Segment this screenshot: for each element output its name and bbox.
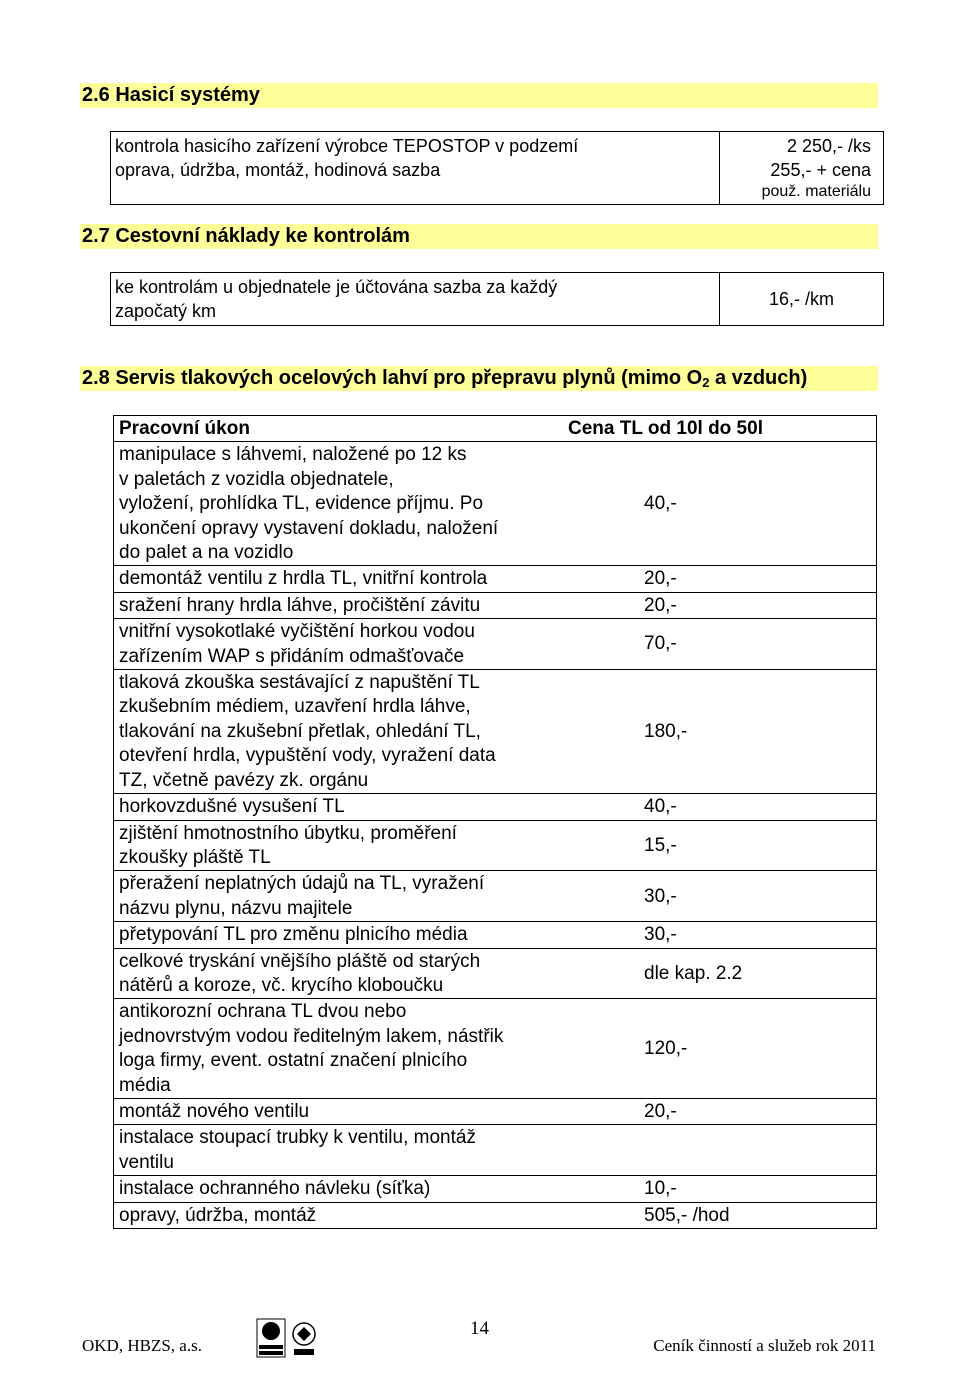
table-row xyxy=(114,922,877,948)
section-2-7-table xyxy=(110,272,884,326)
description-line: přetypování TL pro změnu plnicího média xyxy=(119,924,468,946)
work-description xyxy=(114,1125,545,1176)
section-2-6-title: 2.6 Hasicí systémy xyxy=(82,84,260,106)
work-price: dle kap. 2.2 xyxy=(544,948,877,999)
table-row xyxy=(114,619,877,670)
description-line: instalace ochranného návleku (síťka) xyxy=(119,1178,431,1200)
work-price: 15,- xyxy=(544,820,877,871)
table-header-row xyxy=(114,416,877,442)
description-line: otevření hrdla, vypuštění vody, vyražení data xyxy=(119,745,496,767)
description-line: TZ, včetně pavézy zk. orgánu xyxy=(119,769,369,791)
work-description xyxy=(114,1176,545,1202)
column-header-price: Cena TL od 10l do 50l xyxy=(544,416,877,442)
description-line: manipulace s láhvemi, naložené po 12 ks xyxy=(119,444,467,466)
work-description xyxy=(114,592,545,618)
item-text: kontrola hasicího zařízení výrobce TEPOSTOP v podzemí xyxy=(115,136,579,156)
description-line: ventilu xyxy=(119,1151,174,1173)
work-description xyxy=(114,566,545,592)
table-row xyxy=(111,273,884,326)
item-price: 16,- /km xyxy=(720,273,884,326)
work-price xyxy=(544,1125,877,1176)
work-description xyxy=(114,619,545,670)
description-line: montáž nového ventilu xyxy=(119,1100,310,1122)
table-row xyxy=(114,1202,877,1228)
section-2-8-title: 2.8 Servis tlakových ocelových lahví pro přepravu plynů (mimo $O_2$ a vzduch) xyxy=(82,367,808,390)
work-price: 20,- xyxy=(544,592,877,618)
work-description xyxy=(114,1202,545,1228)
work-description xyxy=(114,922,545,948)
table-row xyxy=(114,1098,877,1124)
table-row xyxy=(114,794,877,820)
item-text: oprava, údržba, montáž, hodinová sazba xyxy=(115,160,441,180)
description-line: zařízením WAP s přidáním odmašťovače xyxy=(119,645,465,667)
description-line: tlakování na zkušební přetlak, ohledání TL, xyxy=(119,720,481,742)
work-price: 40,- xyxy=(544,794,877,820)
work-price: 120,- xyxy=(544,999,877,1099)
description-line: názvu plynu, názvu majitele xyxy=(119,897,353,919)
page-number: 14 xyxy=(470,1318,489,1339)
description-line: zkušebním médiem, uzavření hrdla láhve, xyxy=(119,696,471,718)
description-line: zkoušky pláště TL xyxy=(119,846,271,868)
work-description xyxy=(114,442,545,566)
description-line: tlaková zkouška sestávající z napuštění TL xyxy=(119,672,480,694)
footer-title: Ceník činností a služeb rok 2011 xyxy=(653,1336,876,1355)
table-row xyxy=(114,442,877,566)
work-price: 505,- /hod xyxy=(544,1202,877,1228)
column-header-work: Pracovní úkon xyxy=(114,416,545,442)
table-row xyxy=(111,132,884,205)
work-price: 10,- xyxy=(544,1176,877,1202)
description-line: do palet a na vozidlo xyxy=(119,542,294,564)
section-2-8-heading xyxy=(80,366,878,391)
work-description xyxy=(114,820,545,871)
footer-company: OKD, HBZS, a.s. xyxy=(82,1336,202,1355)
description-line: nátěrů a koroze, vč. krycího kloboučku xyxy=(119,974,444,996)
work-description xyxy=(114,999,545,1099)
work-description xyxy=(114,794,545,820)
work-price: 40,- xyxy=(544,442,877,566)
section-2-7-heading xyxy=(80,224,878,249)
description-line: v paletách z vozidla objednatele, xyxy=(119,468,394,490)
description-line: přeražení neplatných údajů na TL, vyražení xyxy=(119,873,485,895)
item-price: 255,- + cena xyxy=(770,160,871,180)
section-2-7-title: 2.7 Cestovní náklady ke kontrolám xyxy=(82,225,410,247)
work-price: 20,- xyxy=(544,1098,877,1124)
work-description xyxy=(114,670,545,794)
description-line: opravy, údržba, montáž xyxy=(119,1204,317,1226)
description-line: antikorozní ochrana TL dvou nebo xyxy=(119,1001,407,1023)
description-line: ukončení opravy vystavení dokladu, naložení xyxy=(119,517,499,539)
description-line: vnitřní vysokotlaké vyčištění horkou vodou xyxy=(119,621,475,643)
table-row xyxy=(114,670,877,794)
work-price: 20,- xyxy=(544,566,877,592)
table-row xyxy=(114,871,877,922)
description-line: demontáž ventilu z hrdla TL, vnitřní kontrola xyxy=(119,568,488,590)
description-line: jednovrstvým vodou ředitelným lakem, nástřik xyxy=(119,1025,504,1047)
work-price: 70,- xyxy=(544,619,877,670)
table-row xyxy=(114,566,877,592)
item-price-note: použ. materiálu xyxy=(761,183,871,200)
item-text: ke kontrolám u objednatele je účtována sazba za každý xyxy=(115,277,558,297)
section-2-8-table xyxy=(113,415,877,1229)
table-row xyxy=(114,592,877,618)
description-line: horkovzdušné vysušení TL xyxy=(119,796,345,818)
table-row xyxy=(114,948,877,999)
table-row xyxy=(114,1125,877,1176)
work-description xyxy=(114,871,545,922)
description-line: loga firmy, event. ostatní značení plnicího xyxy=(119,1050,468,1072)
section-2-6-heading xyxy=(80,83,878,108)
work-price: 30,- xyxy=(544,871,877,922)
description-line: vyložení, prohlídka TL, evidence příjmu. Po xyxy=(119,493,484,515)
description-line: zjištění hmotnostního úbytku, proměření xyxy=(119,822,457,844)
iso-certification-logo xyxy=(256,1318,320,1358)
description-line: instalace stoupací trubky k ventilu, montáž xyxy=(119,1127,476,1149)
work-price: 180,- xyxy=(544,670,877,794)
item-price: 2 250,- /ks xyxy=(786,136,871,156)
description-line: sražení hrany hrdla láhve, pročištění závitu xyxy=(119,594,481,616)
table-row xyxy=(114,820,877,871)
description-line: média xyxy=(119,1074,171,1096)
item-text: započatý km xyxy=(115,301,217,321)
work-description xyxy=(114,1098,545,1124)
description-line: celkové tryskání vnějšího pláště od starých xyxy=(119,950,481,972)
table-row xyxy=(114,1176,877,1202)
section-2-6-table xyxy=(110,131,884,205)
table-row xyxy=(114,999,877,1099)
work-description xyxy=(114,948,545,999)
work-price: 30,- xyxy=(544,922,877,948)
